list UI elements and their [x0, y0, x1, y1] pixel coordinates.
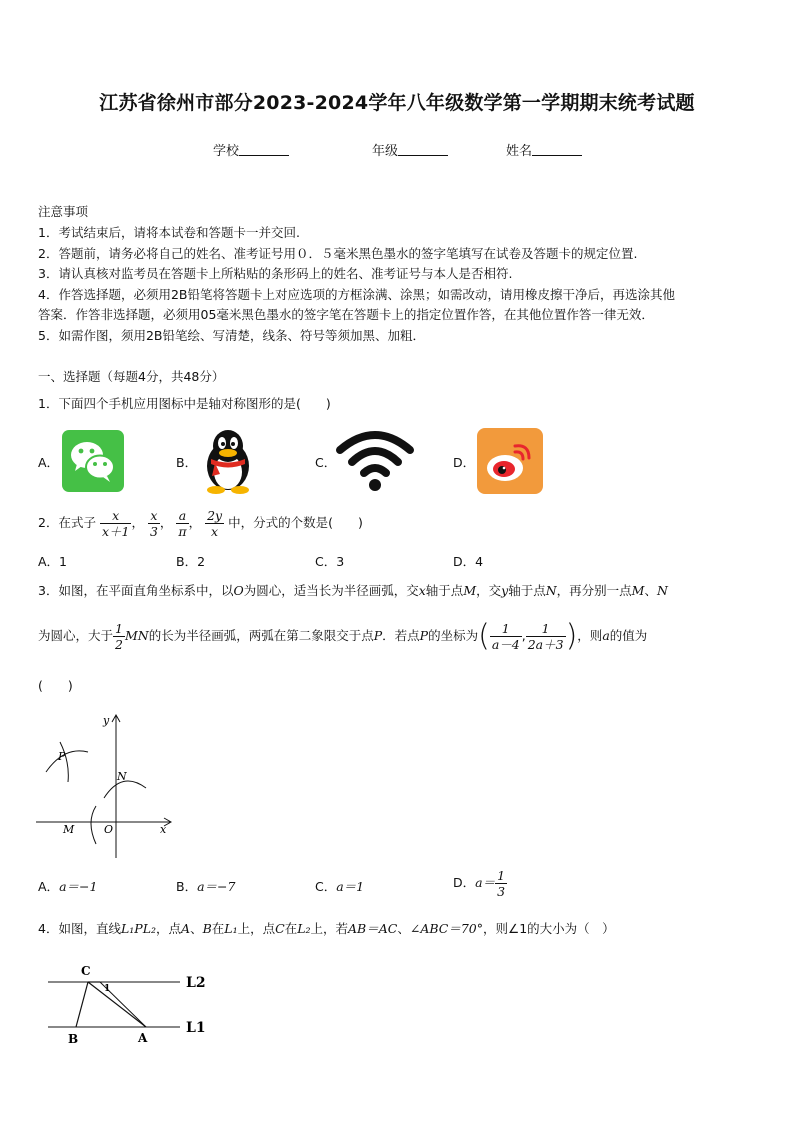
option-value: a＝−1: [59, 879, 98, 894]
q3-symbol-m: M: [631, 583, 645, 598]
option-letter: D．: [453, 875, 476, 890]
q3-text: 的坐标为: [428, 628, 479, 643]
q2-fraction-1: [100, 508, 132, 539]
q3-symbol-x: x: [418, 583, 426, 598]
q3-text: 、: [644, 583, 657, 598]
line-l1-label: L1: [186, 1020, 206, 1036]
note-item: 4．作答选择题，必须用2B铅笔将答题卡上对应选项的方框涂满、涂黑；如需改动，请用橡皮擦干净后，再选涂其他: [38, 287, 675, 302]
point-m-label: M: [63, 823, 75, 836]
question-1-stem: 1．下面四个手机应用图标中是轴对称图形的是( ): [38, 396, 331, 411]
q2-post-text: 中，分式的个数是( ): [228, 515, 363, 530]
question-3-line-1: [38, 583, 668, 599]
fraction-numerator: 1: [526, 621, 566, 637]
q3-symbol-m: M: [463, 583, 477, 598]
q3-symbol-o: O: [233, 583, 244, 598]
fraction-denominator: 2a＋3: [527, 637, 564, 652]
q3-symbol-p: P: [419, 628, 429, 643]
point-a-label: A: [138, 1031, 148, 1045]
option-value: a＝−7: [197, 879, 236, 894]
q1-option-d-label: D．: [453, 455, 476, 470]
question-4-stem: [38, 921, 615, 937]
notes-heading: 注意事项: [38, 204, 89, 219]
fraction-denominator: a－4: [491, 637, 520, 652]
point-p-label: P: [58, 750, 66, 763]
option-letter: A．: [38, 879, 60, 894]
q3-text: ，则: [577, 628, 603, 643]
q2-fraction-4: [205, 508, 224, 539]
q3-symbol-a: a: [602, 628, 610, 643]
fraction-denominator: 3: [149, 524, 158, 539]
note-item: 答案．作答非选择题，必须用05毫米黑色墨水的签字笔在答题卡上的指定位置作答，在其他位置作答一律无效．: [38, 307, 654, 322]
q3-text: 为圆心，适当长为半径画弧，交: [243, 583, 419, 598]
q1-option-c-label: C．: [315, 455, 337, 470]
q3-text: 轴于点: [508, 583, 546, 598]
note-item: 3．请认真核对监考员在答题卡上所粘贴的条形码上的姓名、准考证号与本人是否相符.: [38, 266, 513, 281]
q2-option-d: D．4: [453, 554, 484, 569]
q2-option-c: C．3: [315, 554, 345, 569]
q2-pre-text: 2．在式子: [38, 515, 96, 530]
q3-text: ．若点: [382, 628, 420, 643]
q3-coord-x-fraction: [490, 621, 522, 652]
option-value: a＝: [475, 875, 496, 890]
question-3-line-2: 为圆心，大于 $\frac{1}{2}$ MN的长为半径画弧，两弧在第二象限交于点P．若点P的坐标为( $\frac{1}{a-4}$ , $\frac{1}{2a+3}$ )，则a的值为: [38, 618, 648, 654]
name-blank: [532, 143, 582, 156]
q3-symbol-n: N: [657, 583, 668, 598]
fraction-numerator: 2y: [207, 508, 223, 523]
q4-equation-1: AB＝AC: [348, 921, 398, 936]
q3-option-c: [315, 877, 364, 895]
note-item: 5．如需作图，须用2B铅笔绘、写清楚，线条、符号等须加黑、加粗．: [38, 328, 425, 343]
fraction-numerator: x: [148, 508, 160, 524]
y-axis-label: y: [103, 714, 110, 727]
school-blank: [239, 143, 289, 156]
q4-symbol-c: C: [275, 921, 285, 936]
q3-answer-paren: ( ): [38, 678, 73, 693]
q4-text: 在: [211, 921, 225, 936]
q3-half-fraction: [113, 621, 125, 652]
point-b-label: B: [68, 1032, 79, 1046]
note-item: 1．考试结束后，请将本试卷和答题卡一并交回.: [38, 225, 300, 240]
q2-option-a: A．1: [38, 554, 68, 569]
fraction-numerator: 1: [115, 621, 123, 636]
fraction-numerator: a: [176, 508, 188, 524]
angle-1-label: 1: [104, 984, 111, 994]
q2-fraction-2: [148, 508, 160, 539]
q1-option-a-label: A．: [38, 455, 60, 470]
wifi-icon: [336, 428, 414, 492]
q4-symbol-l1: L₁: [120, 921, 135, 936]
q4-text: 、: [190, 921, 203, 936]
name-field: [506, 140, 582, 159]
line-l2-label: L2: [186, 975, 206, 991]
q4-symbol-parallel: P: [134, 921, 143, 936]
q4-text: ，则∠1的大小为（ ）: [483, 921, 615, 936]
qq-penguin-icon: [197, 428, 259, 494]
q3-option-d-fraction: [495, 868, 507, 899]
grade-blank: [398, 143, 448, 156]
q2-fraction-3: [176, 508, 188, 539]
q1-option-b-label: B．: [176, 455, 198, 470]
weibo-icon: [477, 428, 543, 494]
q4-text: ，点: [156, 921, 182, 936]
q3-text: 3．如图，在平面直角坐标系中，以: [38, 583, 234, 598]
q4-parallel-lines-figure: [40, 958, 220, 1048]
q4-symbol-l1: L₁: [224, 921, 238, 936]
q3-option-b: [176, 877, 235, 895]
option-letter: B．: [176, 879, 198, 894]
q3-option-a: [38, 877, 97, 895]
q3-text: 为圆心，大于: [38, 628, 114, 643]
q3-text: 的长为半径画弧，两弧在第二象限交于点: [148, 628, 374, 643]
fraction-denominator: x: [211, 524, 219, 539]
option-value: a＝1: [336, 879, 365, 894]
q4-symbol-l2: L₂: [297, 921, 311, 936]
q4-text: 上，若: [310, 921, 349, 936]
q4-symbol-a: A: [181, 921, 191, 936]
q3-symbol-n: N: [545, 583, 557, 598]
q3-text: ，交: [476, 583, 502, 598]
q4-symbol-b: B: [202, 921, 212, 936]
paren-right: ): [565, 618, 578, 654]
q3-symbol-p: P: [373, 628, 383, 643]
q3-symbol-mn: MN: [124, 628, 149, 643]
wechat-icon: [62, 430, 124, 492]
school-label: 学校: [213, 144, 240, 159]
q3-coordinate-figure: [30, 712, 180, 860]
option-letter: C．: [315, 879, 337, 894]
paren-left: (: [478, 618, 490, 654]
grade-label: 年级: [372, 144, 399, 159]
section-heading: 一、选择题（每题4分，共48分）: [38, 369, 225, 384]
q4-equation-2: ∠ABC＝70°: [409, 921, 483, 936]
origin-label: O: [104, 823, 114, 836]
x-axis-label: x: [160, 823, 167, 836]
point-n-label: N: [117, 770, 127, 783]
school-field: [213, 140, 289, 159]
fraction-numerator: 1: [497, 868, 506, 883]
q3-symbol-y: y: [501, 583, 509, 598]
q3-coord-y-fraction: [526, 621, 566, 652]
fraction-denominator: 3: [497, 884, 506, 899]
q3-option-d: [453, 866, 507, 900]
fraction-denominator: π: [178, 524, 187, 539]
fraction-denominator: x＋1: [101, 524, 130, 539]
name-label: 姓名: [506, 144, 533, 159]
fraction-numerator: x: [100, 508, 132, 524]
q2-option-b: B．2: [176, 554, 206, 569]
point-c-label: C: [81, 964, 91, 978]
fraction-numerator: 1: [490, 621, 522, 637]
q4-text: 上，点: [237, 921, 276, 936]
fraction-denominator: 2: [115, 637, 123, 652]
q4-text: 在: [284, 921, 298, 936]
q3-text: ，再分别一点: [556, 583, 632, 598]
q4-text: 4．如图，直线: [38, 921, 121, 936]
q4-text: 、: [397, 921, 410, 936]
page-title: 江苏省徐州市部分2023-2024学年八年级数学第一学期期末统考试题: [99, 92, 695, 114]
note-item: 2．答题前，请务必将自己的姓名、准考证号用０．５毫米黑色墨水的签字笔填写在试卷及答题卡的规定位置.: [38, 246, 638, 261]
question-2-stem: 2．在式子 $\frac{x}{x+1}$ ， $\frac{x}{3}$ ， $\frac{a}{\pi}$ ， $\frac{2y}{x}$ 中，分式的个数是( ): [38, 508, 363, 539]
q4-symbol-l2: L₂: [142, 921, 157, 936]
q3-text: 轴于点: [425, 583, 464, 598]
grade-field: [372, 140, 448, 159]
q3-text: 的值为: [609, 628, 648, 643]
